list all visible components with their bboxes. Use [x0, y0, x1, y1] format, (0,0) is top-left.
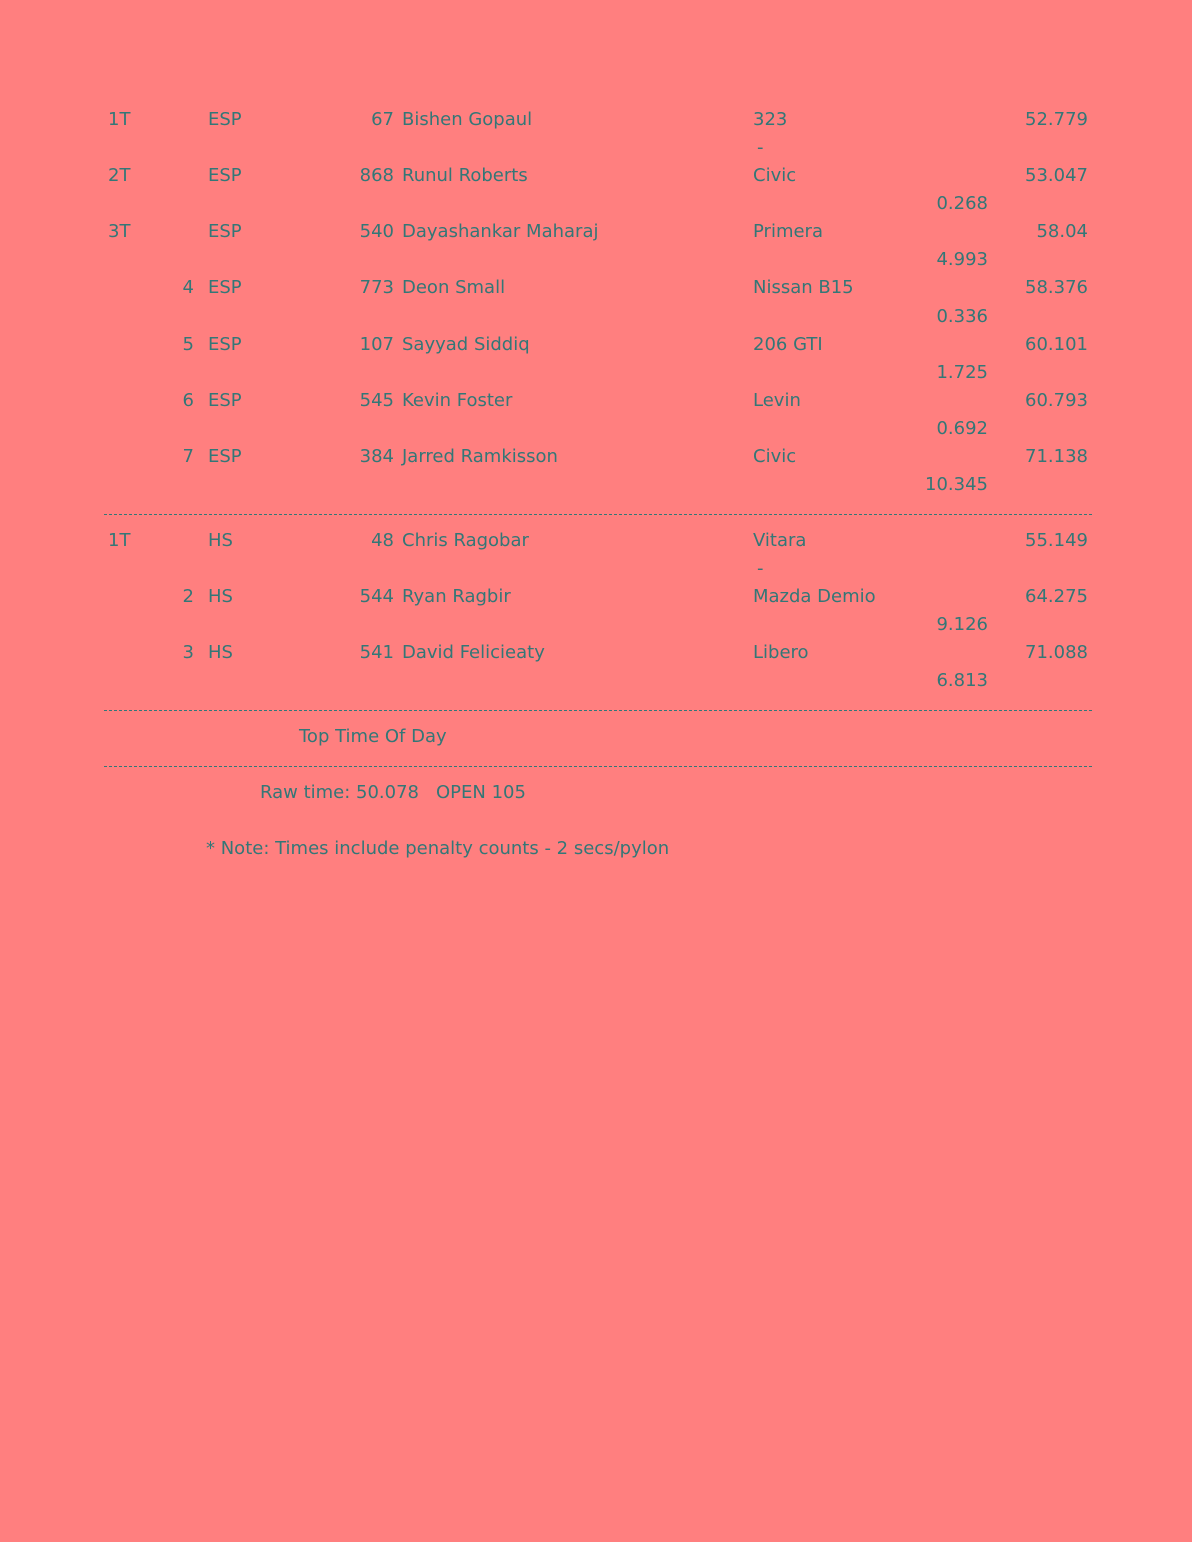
driver-name: Bishen Gopaul: [402, 109, 533, 130]
time-value: 55.149: [1025, 530, 1088, 551]
time-value: 64.275: [1025, 586, 1088, 607]
class-label: ESP: [208, 165, 242, 186]
time-difference: 10.345: [925, 474, 988, 495]
time-value: 58.04: [1036, 221, 1088, 242]
car-model: 323: [753, 109, 788, 130]
driver-name: Kevin Foster: [402, 390, 513, 411]
position: 3: [182, 642, 194, 663]
car-model: Mazda Demio: [753, 586, 876, 607]
top-time-heading: Top Time Of Day: [299, 726, 447, 747]
car-model: Civic: [753, 165, 797, 186]
diff-row: [0, 611, 1192, 639]
position: 3T: [108, 221, 131, 242]
class-label: HS: [208, 530, 233, 551]
time-value: 60.101: [1025, 334, 1088, 355]
car-number: 545: [359, 390, 394, 411]
result-row: [0, 106, 1192, 134]
result-row: [0, 639, 1192, 667]
car-model: Nissan B15: [753, 277, 854, 298]
diff-row: [0, 246, 1192, 274]
driver-name: David Felicieaty: [402, 642, 545, 663]
diff-row: [0, 555, 1192, 583]
class-label: ESP: [208, 109, 242, 130]
diff-row: [0, 303, 1192, 331]
driver-name: Dayashankar Maharaj: [402, 221, 599, 242]
car-number: 540: [359, 221, 394, 242]
result-row: [0, 162, 1192, 190]
car-number: 384: [359, 446, 394, 467]
car-model: Levin: [753, 390, 801, 411]
car-number: 544: [359, 586, 394, 607]
time-difference: 9.126: [936, 614, 988, 635]
result-row: [0, 331, 1192, 359]
diff-row: [0, 667, 1192, 695]
section-divider: [104, 766, 1092, 767]
time-value: 53.047: [1025, 165, 1088, 186]
result-row: [0, 218, 1192, 246]
result-row: [0, 387, 1192, 415]
car-number: 773: [359, 277, 394, 298]
time-difference: 0.336: [936, 306, 988, 327]
car-model: Primera: [753, 221, 823, 242]
class-label: ESP: [208, 277, 242, 298]
position: 5: [182, 334, 194, 355]
class-label: ESP: [208, 446, 242, 467]
car-number: 48: [371, 530, 394, 551]
time-difference: 0.268: [936, 193, 988, 214]
diff-row: [0, 190, 1192, 218]
position: 7: [182, 446, 194, 467]
result-row: [0, 583, 1192, 611]
driver-name: Sayyad Siddiq: [402, 334, 530, 355]
driver-name: Ryan Ragbir: [402, 586, 511, 607]
time-difference: 6.813: [936, 670, 988, 691]
time-value: 71.138: [1025, 446, 1088, 467]
driver-name: Jarred Ramkisson: [402, 446, 558, 467]
diff-row: [0, 415, 1192, 443]
position: 1T: [108, 530, 131, 551]
car-model: Libero: [753, 642, 809, 663]
driver-name: Chris Ragobar: [402, 530, 529, 551]
section-divider: [104, 514, 1092, 515]
class-label: ESP: [208, 390, 242, 411]
car-number: 868: [359, 165, 394, 186]
car-model: Civic: [753, 446, 797, 467]
raw-time-label: Raw time:: [260, 782, 351, 803]
section-divider: [104, 710, 1092, 711]
time-value: 71.088: [1025, 642, 1088, 663]
car-number: 67: [371, 109, 394, 130]
time-difference: 4.993: [936, 249, 988, 270]
driver-name: Runul Roberts: [402, 165, 528, 186]
position: 6: [182, 390, 194, 411]
class-label: ESP: [208, 334, 242, 355]
class-label: ESP: [208, 221, 242, 242]
result-row: [0, 274, 1192, 302]
car-number: 541: [359, 642, 394, 663]
time-value: 58.376: [1025, 277, 1088, 298]
raw-time-class: OPEN 105: [436, 782, 526, 803]
penalty-note: * Note: Times include penalty counts - 2 secs/pylon: [206, 838, 670, 859]
car-number: 107: [359, 334, 394, 355]
class-label: HS: [208, 586, 233, 607]
time-difference: -: [757, 137, 764, 158]
car-model: Vitara: [753, 530, 807, 551]
diff-row: [0, 134, 1192, 162]
time-value: 52.779: [1025, 109, 1088, 130]
car-model: 206 GTI: [753, 334, 823, 355]
result-row: [0, 443, 1192, 471]
raw-time-value: 50.078: [356, 782, 419, 803]
time-difference: 1.725: [936, 362, 988, 383]
position: 2T: [108, 165, 131, 186]
time-difference: 0.692: [936, 418, 988, 439]
position: 2: [182, 586, 194, 607]
driver-name: Deon Small: [402, 277, 506, 298]
diff-row: [0, 359, 1192, 387]
position: 1T: [108, 109, 131, 130]
class-label: HS: [208, 642, 233, 663]
result-row: [0, 527, 1192, 555]
time-difference: -: [757, 558, 764, 579]
diff-row: [0, 471, 1192, 499]
position: 4: [182, 277, 194, 298]
time-value: 60.793: [1025, 390, 1088, 411]
